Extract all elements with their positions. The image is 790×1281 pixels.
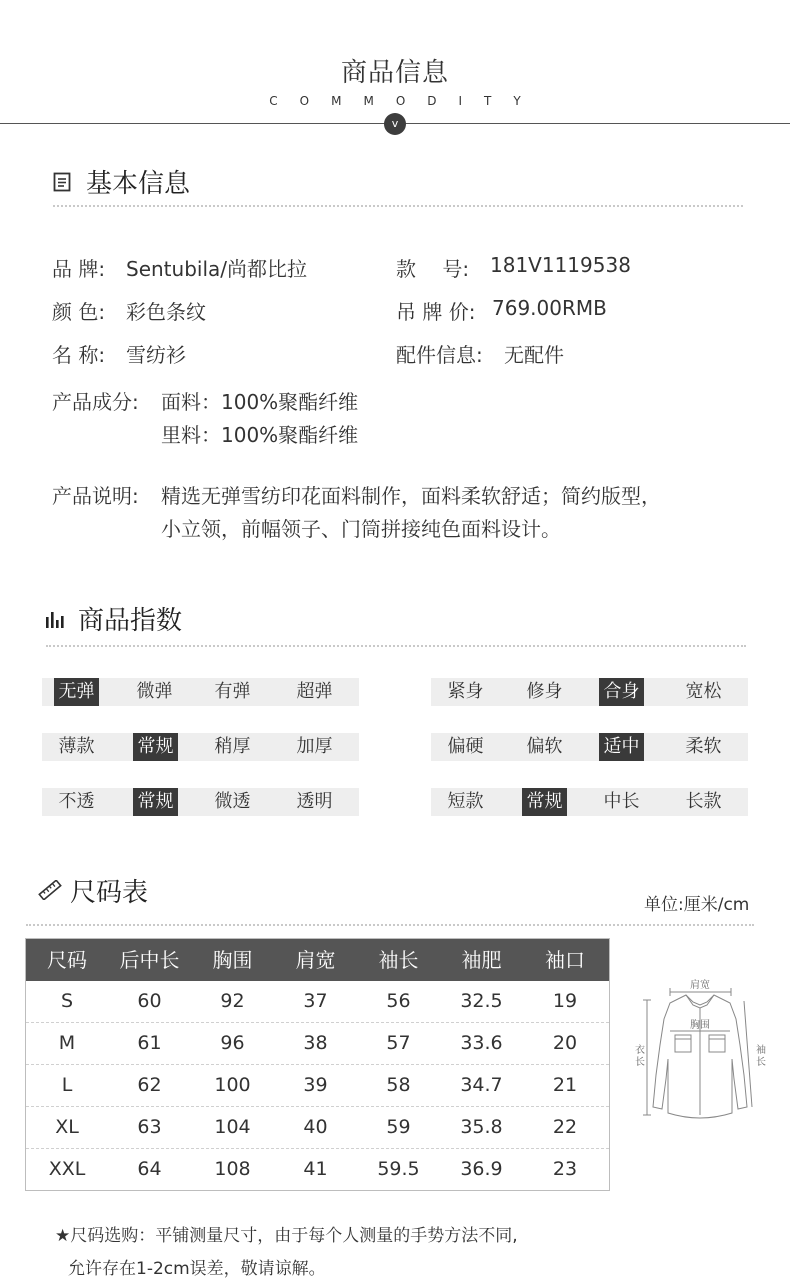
table-cell: 100 xyxy=(214,1074,251,1096)
diagram-label-length: 衣长 xyxy=(635,1045,645,1068)
table-cell: 41 xyxy=(303,1158,328,1180)
table-header xyxy=(26,939,609,981)
style-number-label: 款 号: xyxy=(396,257,470,281)
chevron-down-icon: v xyxy=(384,113,406,135)
index-option: 偏软 xyxy=(526,736,563,757)
table-cell: 61 xyxy=(137,1032,162,1054)
color-label: 颜 色: xyxy=(52,300,106,324)
index-option: 长款 xyxy=(685,791,722,812)
accessory-label: 配件信息: xyxy=(396,343,483,367)
index-option: 不透 xyxy=(58,791,95,812)
table-cell: 39 xyxy=(303,1074,328,1096)
index-option: 稍厚 xyxy=(214,736,251,757)
brand-value: Sentubila/尚都比拉 xyxy=(126,257,307,281)
table-row xyxy=(26,1064,609,1106)
table-cell: 32.5 xyxy=(460,990,503,1012)
table-cell: XXL xyxy=(48,1158,86,1180)
diagram-label-chest: 胸围 xyxy=(690,1020,710,1031)
index-row-fit xyxy=(431,678,748,706)
table-cell: L xyxy=(61,1074,73,1096)
page-title: 商品信息 xyxy=(340,58,449,88)
table-cell: 59 xyxy=(386,1116,411,1138)
index-option: 加厚 xyxy=(296,736,333,757)
table-cell: 35.8 xyxy=(460,1116,503,1138)
size-chart-title: 尺码表 xyxy=(70,878,149,908)
column-header: 尺码 xyxy=(47,948,87,972)
index-option: 偏硬 xyxy=(447,736,484,757)
product-name-label: 名 称: xyxy=(52,343,106,367)
index-option-selected: 无弹 xyxy=(54,678,99,706)
table-cell: 58 xyxy=(386,1074,411,1096)
index-row-softness xyxy=(431,733,748,761)
index-row-length xyxy=(431,788,748,816)
table-cell: 19 xyxy=(552,990,578,1012)
table-cell: 34.7 xyxy=(460,1074,503,1096)
table-cell: 60 xyxy=(137,990,162,1012)
table-cell: 37 xyxy=(303,990,328,1012)
dotted-divider xyxy=(53,205,743,207)
table-cell: 57 xyxy=(386,1032,411,1054)
index-option: 薄款 xyxy=(58,736,95,757)
description-line-2: 小立领，前幅领子、门筒拼接纯色面料设计。 xyxy=(161,517,561,541)
table-cell: 62 xyxy=(137,1074,162,1096)
index-option: 微弹 xyxy=(136,681,173,702)
table-cell: 96 xyxy=(220,1032,245,1054)
index-option: 紧身 xyxy=(447,681,484,702)
table-cell: 22 xyxy=(552,1116,578,1138)
composition-outer: 面料：100%聚酯纤维 xyxy=(161,390,359,414)
index-row-elasticity xyxy=(42,678,359,706)
tag-price-value: 769.00RMB xyxy=(492,296,607,320)
index-option: 透明 xyxy=(296,791,333,812)
index-option: 短款 xyxy=(447,791,484,812)
table-cell: 23 xyxy=(552,1158,578,1180)
index-option-selected: 适中 xyxy=(599,733,644,761)
table-cell: 40 xyxy=(303,1116,328,1138)
column-header: 袖长 xyxy=(378,948,419,972)
index-option: 修身 xyxy=(526,681,563,702)
index-option-selected: 合身 xyxy=(599,678,644,706)
basic-info-title: 基本信息 xyxy=(86,169,191,199)
product-name-value: 雪纺衫 xyxy=(126,343,186,367)
table-cell: S xyxy=(60,990,74,1012)
ruler-icon xyxy=(38,880,62,900)
table-cell: 64 xyxy=(137,1158,162,1180)
table-cell: 92 xyxy=(220,990,245,1012)
column-header: 胸围 xyxy=(212,948,253,972)
table-cell: 104 xyxy=(214,1116,251,1138)
unit-label: 单位:厘米/cm xyxy=(644,895,750,915)
dotted-divider xyxy=(46,645,746,647)
column-header: 后中长 xyxy=(119,948,180,972)
index-option-selected: 常规 xyxy=(522,788,567,816)
table-cell: XL xyxy=(55,1116,79,1138)
index-option: 柔软 xyxy=(685,736,722,757)
product-index-title: 商品指数 xyxy=(78,606,183,636)
table-cell: 108 xyxy=(214,1158,251,1180)
column-header: 肩宽 xyxy=(295,948,336,972)
bar-chart-icon xyxy=(46,612,64,628)
composition-label: 产品成分: xyxy=(52,390,139,414)
dotted-divider xyxy=(26,924,754,926)
table-cell: 36.9 xyxy=(460,1158,503,1180)
index-option: 有弹 xyxy=(214,681,251,702)
table-row xyxy=(26,981,609,1022)
description-line-1: 精选无弹雪纺印花面料制作，面料柔软舒适；简约版型， xyxy=(161,484,661,508)
table-cell: 59.5 xyxy=(377,1158,420,1180)
index-row-thickness xyxy=(42,733,359,761)
size-note-line-1: ★尺码选购：平铺测量尺寸，由于每个人测量的手势方法不同, xyxy=(55,1226,518,1246)
index-row-transparency xyxy=(42,788,359,816)
index-option-selected: 常规 xyxy=(133,788,178,816)
index-option: 微透 xyxy=(214,791,251,812)
table-row xyxy=(26,1022,609,1064)
accessory-value: 无配件 xyxy=(504,343,564,367)
table-row xyxy=(26,1106,609,1148)
index-option: 超弹 xyxy=(296,681,333,702)
diagram-label-shoulder: 肩宽 xyxy=(690,980,710,991)
index-option: 宽松 xyxy=(685,681,722,702)
size-table xyxy=(25,938,610,1191)
index-option-selected: 常规 xyxy=(133,733,178,761)
description-label: 产品说明: xyxy=(52,484,139,508)
table-cell: 33.6 xyxy=(460,1032,503,1054)
document-icon xyxy=(53,172,71,192)
table-cell: 56 xyxy=(386,990,411,1012)
style-number-value: 181V1119538 xyxy=(490,253,631,277)
composition-lining: 里料：100%聚酯纤维 xyxy=(161,423,359,447)
table-cell: M xyxy=(58,1032,76,1054)
table-cell: 63 xyxy=(137,1116,162,1138)
index-option: 中长 xyxy=(603,791,640,812)
table-row xyxy=(26,1148,609,1190)
color-value: 彩色条纹 xyxy=(126,300,206,324)
table-cell: 21 xyxy=(552,1074,578,1096)
shirt-measurement-diagram xyxy=(628,975,773,1133)
diagram-label-sleeve: 袖长 xyxy=(756,1045,766,1068)
brand-label: 品 牌: xyxy=(52,257,106,281)
table-cell: 38 xyxy=(303,1032,328,1054)
tag-price-label: 吊 牌 价: xyxy=(396,300,476,324)
table-cell: 20 xyxy=(552,1032,578,1054)
column-header: 袖口 xyxy=(545,948,585,972)
page-subtitle: COMMODITY xyxy=(269,94,543,108)
size-note-line-2: 允许存在1-2cm误差，敬请谅解。 xyxy=(68,1259,326,1279)
column-header: 袖肥 xyxy=(461,948,502,972)
